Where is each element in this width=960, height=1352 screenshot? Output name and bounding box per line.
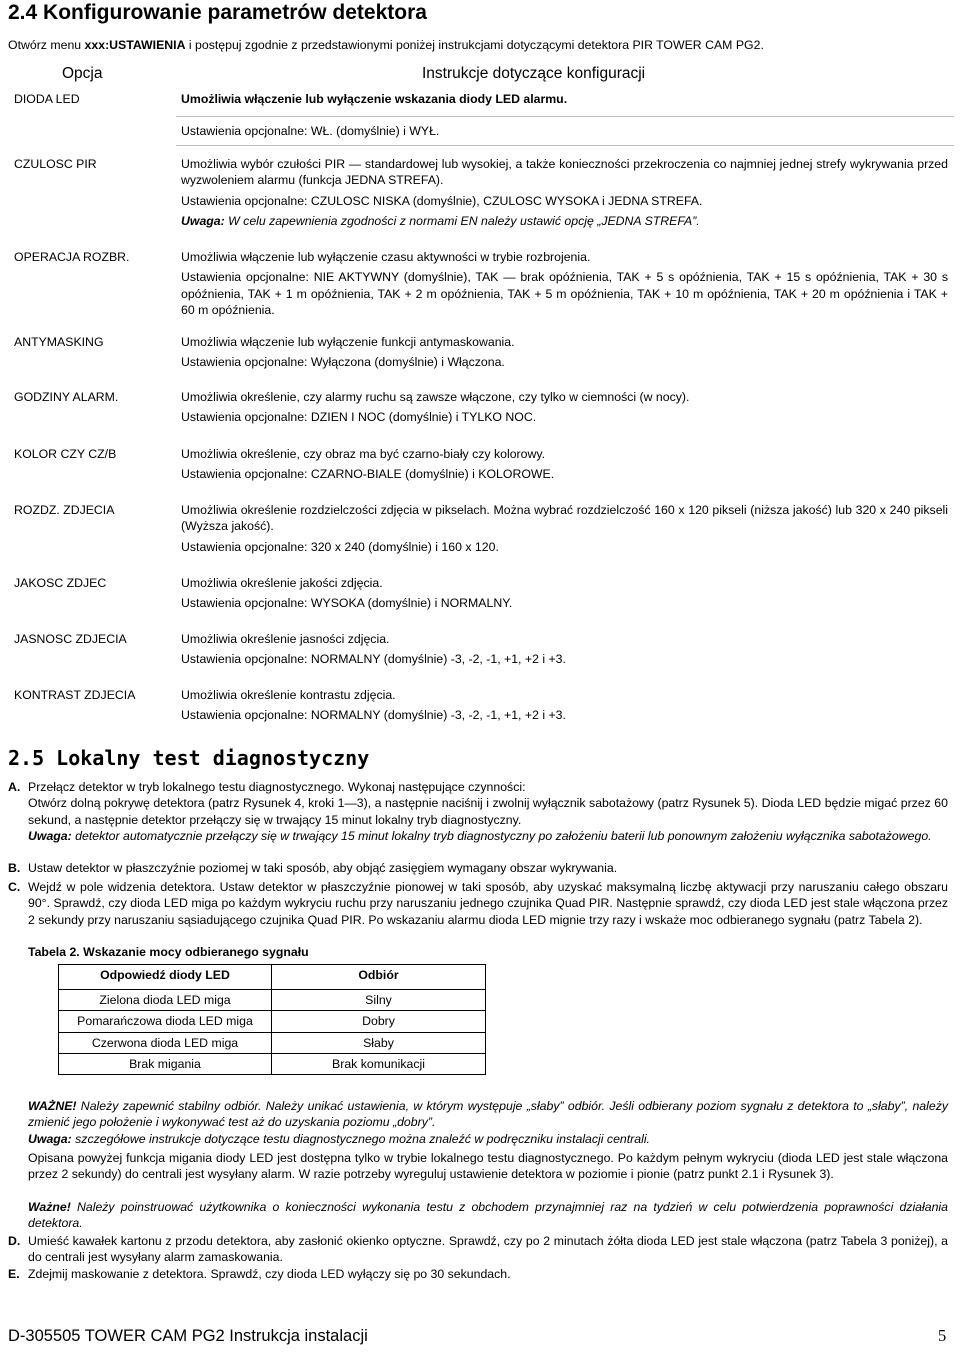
section-title: 2.5 Lokalny test diagnostyczny <box>8 746 370 770</box>
option-description: Umożliwia określenie kontrastu zdjęcia. Ustawienia opcjonalne: NORMALNY (domyślnie) -3, -2, -1, +1, +2 i +3. <box>181 688 566 723</box>
option-label: JAKOSC ZDJEC <box>14 576 107 590</box>
intro-text: Otwórz menu xxx:USTAWIENIA i postępuj zgodnie z przedstawionymi poniżej instrukcjami dotyczącymi detektora PIR TOWER CAM PG2. <box>8 38 764 52</box>
table-row: Zielona dioda LED miga Silny <box>59 990 486 1011</box>
divider <box>176 145 954 146</box>
table-header-reception: Odbiór <box>272 965 486 990</box>
column-header-option: Opcja <box>62 65 103 82</box>
led-paragraph: Opisana powyżej funkcja migania diody LED jest dostępna tylko w trybie lokalnego testu diagnostycznego. Po każdym pełnym wykryciu (dioda LED jest stale włączona przez 2 sekundy) do centrali jest wysyłany alarm. W razie potrzeby wyreguluj ustawienie detektora w poziomie i pionie (patrz punkt 2.1 i Rysunek 3). <box>28 1151 948 1182</box>
divider <box>176 116 954 117</box>
option-description: Umożliwia określenie jakości zdjęcia. Ustawienia opcjonalne: WYSOKA (domyślnie) i NORMALNY. <box>181 576 513 611</box>
step-a: Przełącz detektor w tryb lokalnego testu diagnostycznego. Wykonaj następujące czynności: Otwórz dolną pokrywę detektora (patrz Rysunek 4, kroki 1—3), a następnie naciśnij i zwolnij wyłącznik sabotażowy (patrz Rysunek 5). Dioda LED będzie migać przez 60 sekund, a następnie detektor przełączy się w trwający 15 minut lokalny tryb diagnostyczny. Uwaga: detektor automatycznie przełączy się w trwający 15 minut lokalny tryb diagnostyczny po założeniu baterii lub ponownym założeniu wyłącznika sabotażowego. <box>28 780 948 844</box>
table-row: Brak migania Brak komunikacji <box>59 1054 486 1075</box>
option-label: KOLOR CZY CZ/B <box>14 447 117 461</box>
option-description: Umożliwia określenie, czy alarmy ruchu są zawsze włączone, czy tylko w ciemności (w nocy). Ustawienia opcjonalne: DZIEN I NOC (domyślnie) i TYLKO NOC. <box>181 390 690 425</box>
option-label: ROZDZ. ZDJECIA <box>14 503 115 517</box>
option-description: Umożliwia określenie jasności zdjęcia. Ustawienia opcjonalne: NORMALNY (domyślnie) -3, -2, -1, +1, +2 i +3. <box>181 632 566 667</box>
important-note: WAŻNE! Należy zapewnić stabilny odbiór. Należy unikać ustawienia, w którym występuje „słaby” odbiór. Jeśli odbierany poziom sygnału z detektora to „słaby”, należy zmienić jego położenie i wykonywać test aż do uzyskania poziomu „dobry”. <box>28 1099 948 1130</box>
option-description: Umożliwia określenie, czy obraz ma być czarno-biały czy kolorowy. Ustawienia opcjonalne: CZARNO-BIALE (domyślnie) i KOLOROWE. <box>181 447 555 482</box>
option-description: Umożliwia włączenie lub wyłączenie czasu aktywności w trybie rozbrojenia. Ustawienia opcjonalne: NIE AKTYWNY (domyślnie), TAK — brak opóźnienia, TAK + 5 s opóźnienia, TAK + 15 s opóźnienia, TAK + 30 s opóźnienia, TAK + 1 m opóźnienia, TAK + 2 m opóźnienia, TAK + 5 m opóźnienia, TAK + 10 m opóźnienia, TAK + 20 m opóźnienia i TAK + 60 m opóźnienia. <box>181 250 948 318</box>
step-letter: C. <box>8 880 21 894</box>
option-label: OPERACJA ROZBR. <box>14 250 130 264</box>
option-description: Umożliwia włączenie lub wyłączenie funkcji antymaskowania. Ustawienia opcjonalne: Wyłączona (domyślnie) i Włączona. <box>181 335 515 370</box>
option-settings: Ustawienia opcjonalne: WŁ. (domyślnie) i WYŁ. <box>181 124 440 138</box>
page-number: 5 <box>938 1326 947 1345</box>
table-caption: Tabela 2. Wskazanie mocy odbieranego sygnału <box>28 945 309 959</box>
step-letter: B. <box>8 861 21 875</box>
footer-document-title: D-305505 TOWER CAM PG2 Instrukcja instalacji <box>8 1327 368 1345</box>
wazne-note: Ważne! Należy poinstruować użytkownika o konieczności wykonania testu z obchodem przynajmniej raz na tydzień w celu potwierdzenia poprawności działania detektora. <box>28 1200 948 1231</box>
option-label: GODZINY ALARM. <box>14 390 119 404</box>
step-letter: D. <box>8 1234 21 1248</box>
option-label: JASNOSC ZDJECIA <box>14 632 127 646</box>
option-label: DIODA LED <box>14 92 80 106</box>
uwaga-note: Uwaga: szczegółowe instrukcje dotyczące testu diagnostycznego można znaleźć w podręczniku instalacji centrali. <box>28 1132 650 1146</box>
table-row: Pomarańczowa dioda LED miga Dobry <box>59 1011 486 1032</box>
table-header-led: Odpowiedź diody LED <box>59 965 272 990</box>
signal-strength-table <box>58 964 486 1075</box>
step-e: Zdejmij maskowanie z detektora. Sprawdź, czy dioda LED wyłączy się po 30 sekundach. <box>28 1267 511 1281</box>
step-c: Wejdź w pole widzenia detektora. Ustaw detektor w płaszczyźnie pionowej w taki sposób, aby uzyskać maksymalną liczbę aktywacji przy naruszaniu całego obszaru 90°. Sprawdź, czy dioda LED miga po każdym wykryciu ruchu przy naruszaniu jednego czujnika Quad PIR. Następnie sprawdź, czy dioda LED jest stale włączona przez 2 sekundy przy naruszaniu sąsiadującego czujnika Quad PIR. Po wskazaniu alarmu dioda LED mignie trzy razy i wskaże moc odbieranego sygnału (patrz Tabela 2). <box>28 880 948 927</box>
step-letter: A. <box>8 780 21 794</box>
step-b: Ustaw detektor w płaszczyźnie poziomej w taki sposób, aby objąć zasięgiem wymagany obszar wykrywania. <box>28 861 618 875</box>
column-header-instructions: Instrukcje dotyczące konfiguracji <box>422 65 646 82</box>
option-description: Umożliwia określenie rozdzielczości zdjęcia w pikselach. Można wybrać rozdzielczość 160 x 120 pikseli (niższa jakość) lub 320 x 240 pikseli (Wyższa jakość). Ustawienia opcjonalne: 320 x 240 (domyślnie) i 160 x 120. <box>181 503 948 554</box>
table-row: Czerwona dioda LED miga Słaby <box>59 1032 486 1053</box>
page-title: 2.4 Konfigurowanie parametrów detektora <box>8 1 427 24</box>
option-label: KONTRAST ZDJECIA <box>14 688 136 702</box>
step-letter: E. <box>8 1267 20 1281</box>
option-label: CZULOSC PIR <box>14 157 97 171</box>
option-description: Umożliwia włączenie lub wyłączenie wskazania diody LED alarmu. <box>181 92 568 106</box>
option-label: ANTYMASKING <box>14 335 104 349</box>
step-d: Umieść kawałek kartonu z przodu detektora, aby zasłonić okienko optyczne. Sprawdź, czy po 2 minutach żółta dioda LED jest stale włączona (patrz Tabela 3 poniżej), a do centrali jest wysyłany alarm zamaskowania. <box>28 1234 948 1265</box>
option-description: Umożliwia wybór czułości PIR — standardowej lub wysokiej, a także konieczności przekroczenia co najmniej jednej strefy wykrywania przed wyzwoleniem alarmu (funkcja JEDNA STREFA). Ustawienia opcjonalne: CZULOSC NISKA (domyślnie), CZULOSC WYSOKA i JEDNA STREFA. Uwaga: W celu zapewnienia zgodności z normami EN należy ustawić opcję „JEDNA STREFA”. <box>181 157 948 229</box>
